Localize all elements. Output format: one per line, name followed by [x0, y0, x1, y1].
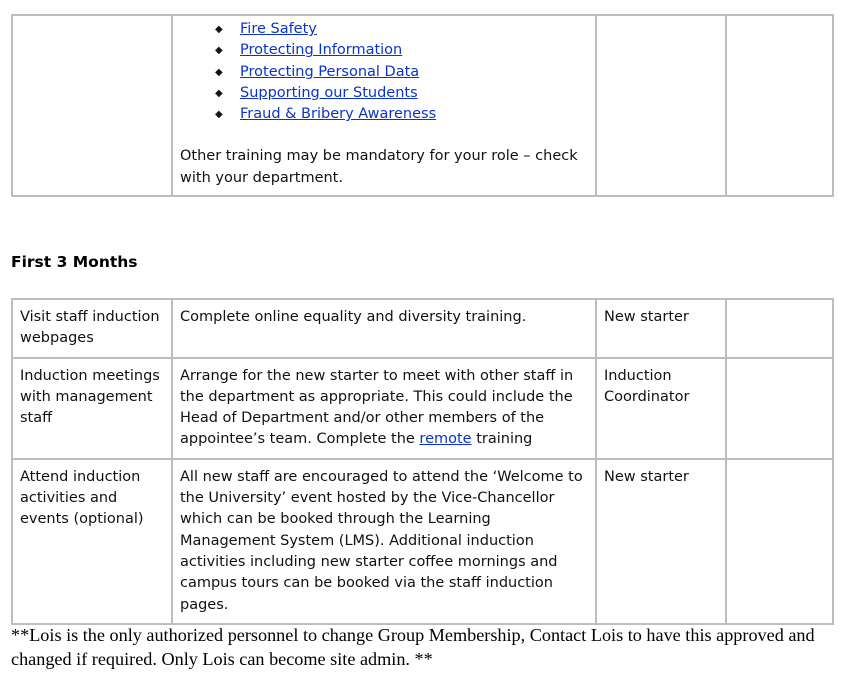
list-item [180, 40, 588, 61]
link-protecting-personal-data[interactable]: Protecting Personal Data [240, 63, 420, 80]
remote-training-link[interactable]: remote [419, 431, 472, 448]
admin-note: **Lois is the only authorized personnel to change Group Membership, Contact Lois to have this approved and changed if required. Only Lois can become site admin. ** [11, 625, 815, 669]
link-supporting-our-students[interactable]: Supporting our Students [240, 84, 418, 101]
training-cell [172, 15, 596, 196]
bullet-icon: ◆ [215, 87, 223, 99]
list-item [180, 19, 588, 40]
table-row [12, 459, 833, 624]
link-fraud-bribery-awareness[interactable]: Fraud & Bribery Awareness [240, 106, 437, 123]
table-row [12, 299, 833, 358]
activity-cell: Induction meetings with management staff [12, 358, 172, 459]
description-text-end: training [471, 431, 533, 448]
extra-cell [726, 358, 833, 459]
section-heading: First 3 Months [11, 253, 138, 271]
activity-cell: Attend induction activities and events (optional) [12, 459, 172, 624]
training-link-list [180, 19, 588, 125]
first-3-months-table [11, 298, 834, 625]
table-cell-empty [596, 15, 726, 196]
extra-cell [726, 459, 833, 624]
table-cell-empty [12, 15, 172, 196]
description-cell: Complete online equality and diversity training. [172, 299, 596, 358]
bullet-icon: ◆ [215, 109, 223, 121]
table-row [12, 15, 833, 196]
extra-cell [726, 299, 833, 358]
link-protecting-information[interactable]: Protecting Information [240, 42, 403, 59]
activity-cell: Visit staff induction webpages [12, 299, 172, 358]
training-table [11, 14, 834, 197]
mandatory-training-note: Other training may be mandatory for your role – check with your department. [180, 148, 578, 186]
responsible-cell: Induction Coordinator [596, 358, 726, 459]
responsible-cell: New starter [596, 299, 726, 358]
table-row [12, 358, 833, 459]
description-cell [172, 358, 596, 459]
link-fire-safety[interactable]: Fire Safety [240, 21, 317, 37]
list-item [180, 83, 588, 104]
bullet-icon: ◆ [215, 45, 223, 57]
description-cell: All new staff are encouraged to attend the ‘Welcome to the University’ event hosted by the Vice-Chancellor which can be booked through the Learning Management System (LMS). Additional induction activities including new starter coffee mornings and campus tours can be booked via the staff induction pages. [172, 459, 596, 624]
description-text: Arrange for the new starter to meet with other staff in the department as appropriate. This could include the Head of Department and/or other members of the appointee’s team. Complete the [180, 367, 574, 448]
bullet-icon: ◆ [215, 24, 223, 35]
table-cell-empty [726, 15, 833, 196]
bullet-icon: ◆ [215, 66, 223, 78]
list-item [180, 62, 588, 83]
list-item [180, 104, 588, 125]
responsible-cell: New starter [596, 459, 726, 624]
